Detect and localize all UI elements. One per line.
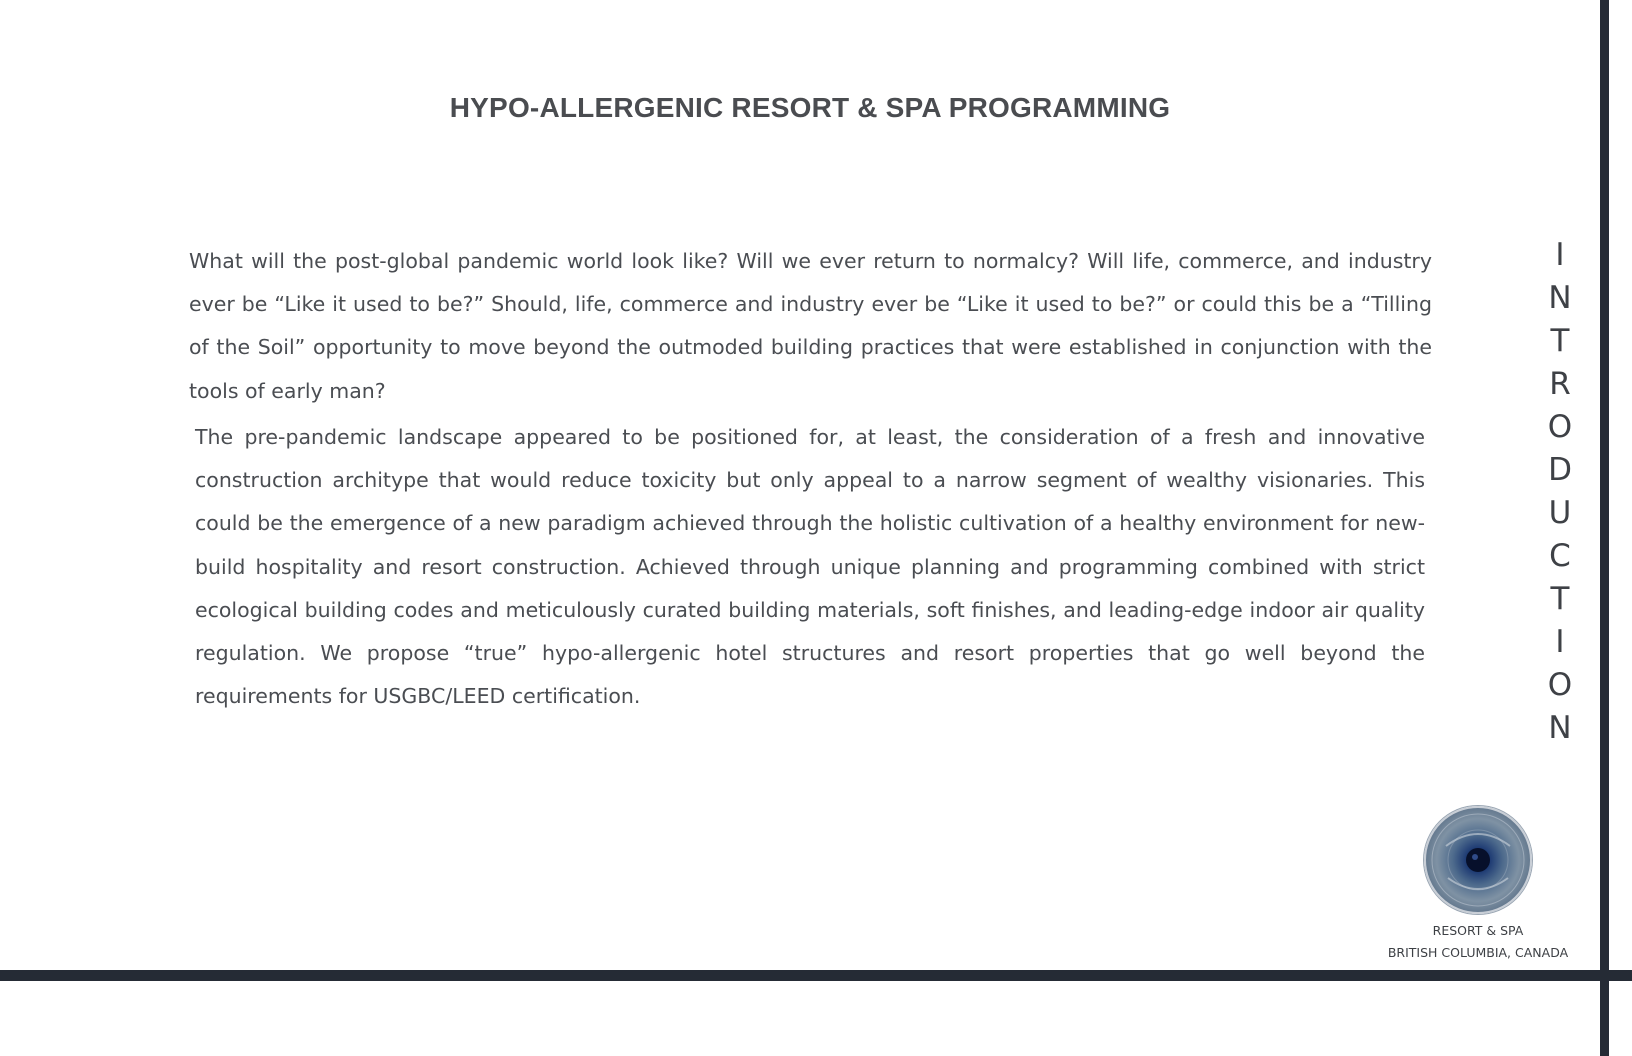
section-label-vertical (1540, 234, 1580, 750)
eye-emblem-icon (1424, 806, 1532, 914)
intro-paragraph-1: What will the post-global pandemic world look like? Will we ever return to normalcy? Will life, commerce, and industry ever be “Like it used to be?” Should, life, commerce and industry ever be “Like it used to be?” or could this be a “Tilling of the Soil” opportunity to move beyond the outmoded building practices that were established in conjunction with the tools of early man? (189, 249, 1432, 403)
section-label-letter: O (1547, 409, 1573, 445)
section-label-letter: T (1550, 581, 1570, 617)
page-title: HYPO-ALLERGENIC RESORT & SPA PROGRAMMING (449, 92, 1171, 123)
section-label-letter: U (1548, 495, 1572, 531)
bottom-border-rule (0, 970, 1632, 981)
emblem-ring-art (1426, 808, 1530, 912)
section-label-letter: I (1555, 624, 1565, 660)
section-label-letter: I (1555, 237, 1565, 273)
section-label-letter: O (1547, 667, 1573, 703)
section-label-letter: T (1550, 323, 1570, 359)
section-label-letter: C (1549, 538, 1571, 574)
intro-paragraph-2: The pre-pandemic landscape appeared to be positioned for, at least, the consideration of a fresh and innovative construction architype that would reduce toxicity but only appeal to a narrow segment of wealthy visionaries. This could be the emergence of a new paradigm achieved through the holistic cultivation of a healthy environment for new-build hospitality and resort construction. Achieved through unique planning and programming combined with strict ecological building codes and meticulously curated building materials, soft finishes, and leading-edge indoor air quality regulation. We propose “true” hypo-allergenic hotel structures and resort properties that go well beyond the requirements for USGBC/LEED certification. (195, 425, 1425, 709)
brand-logo (1380, 806, 1576, 964)
section-label-letter: N (1548, 280, 1572, 316)
logo-line-location: BRITISH COLUMBIA, CANADA (1387, 945, 1569, 960)
right-border-rule (1600, 0, 1609, 1056)
section-label-letter: N (1548, 710, 1572, 746)
logo-line-resort: RESORT & SPA (1432, 923, 1524, 938)
section-label-letter: D (1548, 452, 1572, 488)
section-label-letter: R (1549, 366, 1571, 402)
